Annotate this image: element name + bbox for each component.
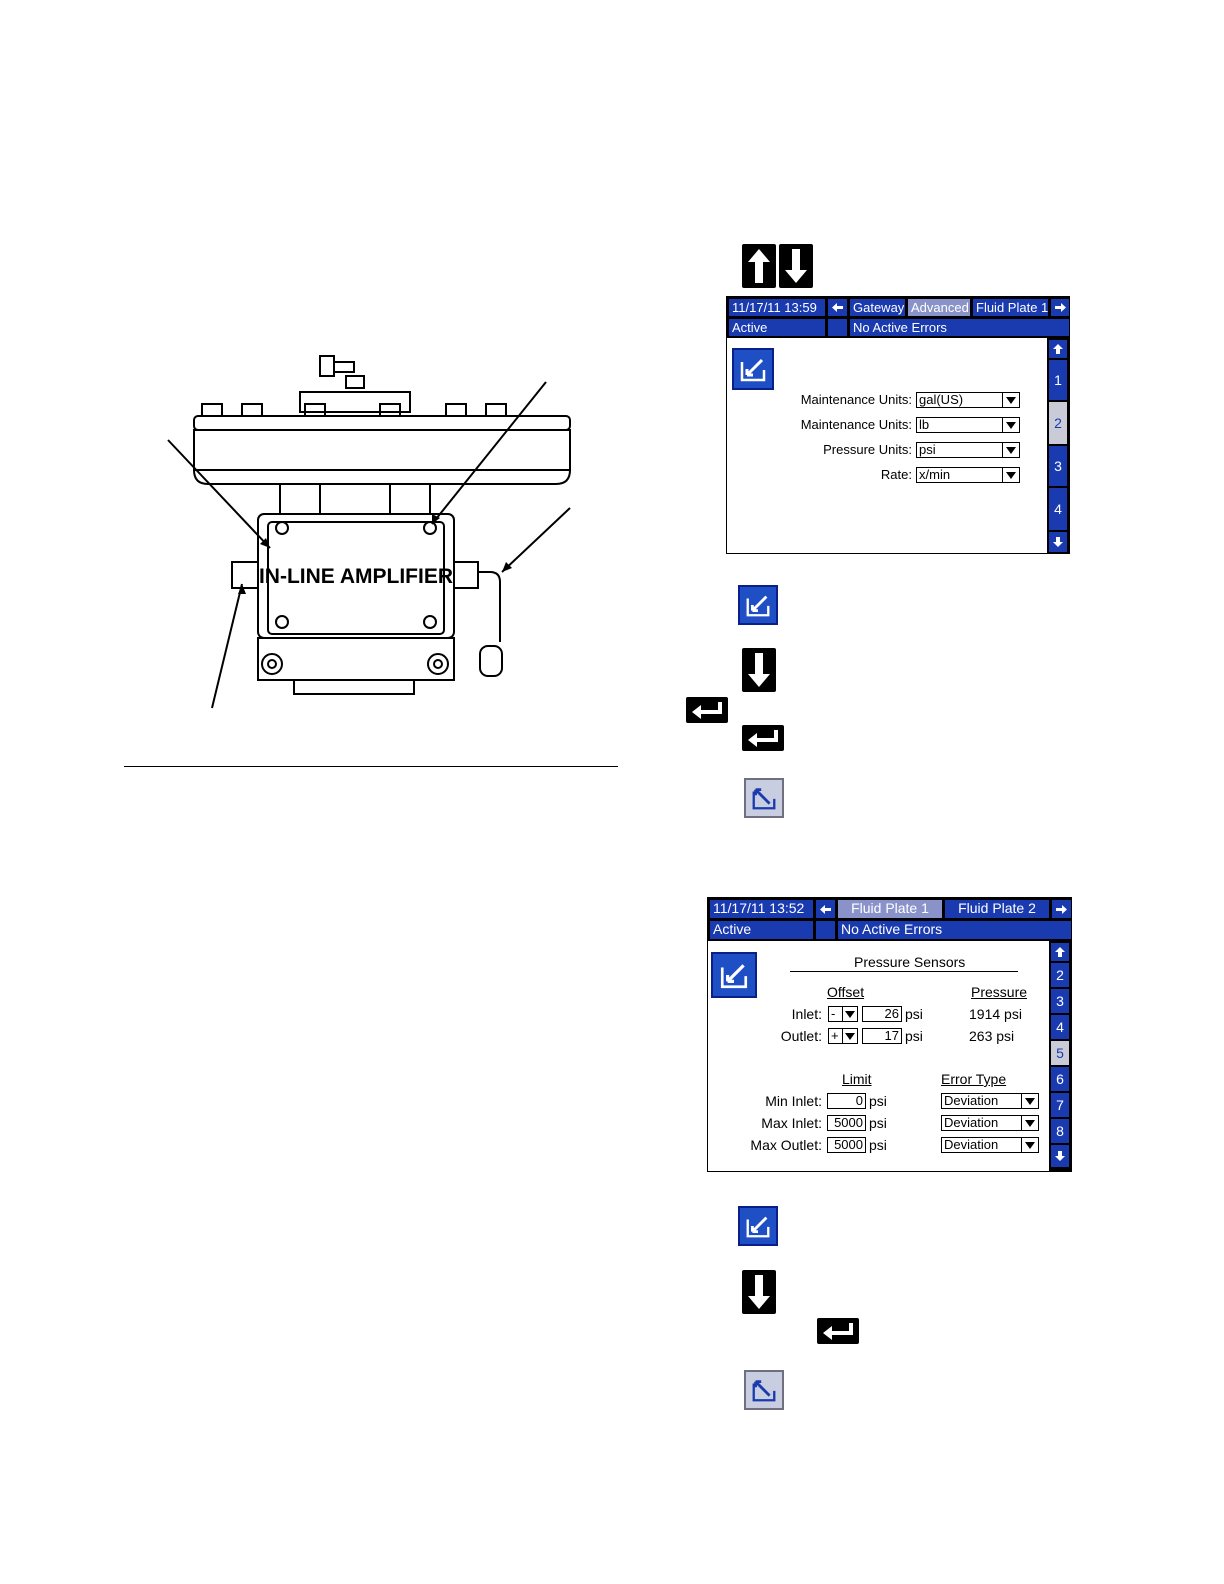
outlet-label: Outlet: xyxy=(780,1028,822,1044)
dropdown-value: Deviation xyxy=(944,1115,999,1130)
system-status: Active xyxy=(729,319,825,336)
outlet-offset-input[interactable]: 17 xyxy=(862,1028,902,1044)
max-inlet-error-type-dropdown[interactable] xyxy=(941,1115,1039,1131)
maintenance-units-mass-dropdown[interactable] xyxy=(916,417,1020,433)
screen-header-bar xyxy=(708,898,1071,920)
up-arrow-key-icon[interactable] xyxy=(742,244,776,288)
dropdown-value: Deviation xyxy=(944,1093,999,1108)
offset-header: Offset xyxy=(827,984,865,1000)
chevron-down-icon xyxy=(1021,1094,1038,1108)
edit-softkey-icon[interactable] xyxy=(738,1206,778,1246)
rate-dropdown[interactable] xyxy=(916,467,1020,483)
dropdown-value: + xyxy=(831,1028,839,1043)
status-indicator xyxy=(828,319,847,336)
unit-label: psi xyxy=(905,1006,923,1022)
tab-fluid-plate-2[interactable]: Fluid Plate 2 xyxy=(945,900,1049,918)
min-inlet-label: Min Inlet: xyxy=(765,1093,822,1109)
down-arrow-key-icon[interactable] xyxy=(779,244,813,288)
adm-advanced-screen xyxy=(726,296,1070,554)
screen-status-bar xyxy=(727,318,1069,338)
tab-gateway[interactable]: Gateway xyxy=(850,299,905,316)
enter-key-icon[interactable] xyxy=(817,1318,859,1344)
section-divider xyxy=(124,766,618,767)
max-outlet-input[interactable]: 5000 xyxy=(827,1137,866,1153)
chevron-down-icon xyxy=(1002,418,1019,432)
max-outlet-error-type-dropdown[interactable] xyxy=(941,1137,1039,1153)
dropdown-value: Deviation xyxy=(944,1137,999,1152)
chevron-down-icon xyxy=(1021,1116,1038,1130)
field-label: Maintenance Units: xyxy=(800,417,912,432)
side-tab-7[interactable]: 7 xyxy=(1051,1093,1069,1117)
unit-label: psi xyxy=(869,1137,887,1153)
edit-screen-icon[interactable] xyxy=(732,348,774,390)
scroll-down-icon[interactable] xyxy=(1051,1145,1069,1167)
chevron-down-icon xyxy=(1002,468,1019,482)
chevron-down-icon xyxy=(1021,1138,1038,1152)
screen-header-bar xyxy=(727,297,1069,318)
tab-fluid-plate-1[interactable]: Fluid Plate 1 xyxy=(973,299,1048,316)
errors-status: No Active Errors xyxy=(838,921,1071,939)
dropdown-value: psi xyxy=(919,442,936,457)
min-inlet-input[interactable]: 0 xyxy=(827,1093,866,1109)
scroll-up-icon[interactable] xyxy=(1051,943,1069,961)
pressure-header: Pressure xyxy=(971,984,1028,1000)
outlet-pressure-value: 263 psi xyxy=(969,1028,1015,1044)
screen-status-bar xyxy=(708,920,1071,941)
errors-status: No Active Errors xyxy=(850,319,1069,336)
unit-label: psi xyxy=(869,1115,887,1131)
screen-left-arrow-icon[interactable] xyxy=(828,299,847,316)
down-arrow-key-icon[interactable] xyxy=(742,648,776,692)
screen-side-tabs xyxy=(1047,338,1069,553)
tab-advanced[interactable]: Advanced xyxy=(908,299,970,316)
edit-softkey-icon[interactable] xyxy=(738,585,778,625)
dropdown-value: lb xyxy=(919,417,930,432)
side-tab-3[interactable]: 3 xyxy=(1049,446,1067,486)
side-tab-4[interactable]: 4 xyxy=(1051,1015,1069,1039)
scroll-up-icon[interactable] xyxy=(1049,340,1067,358)
screen-side-tabs xyxy=(1049,941,1071,1171)
down-arrow-key-icon[interactable] xyxy=(742,1270,776,1314)
chevron-down-icon xyxy=(1002,393,1019,407)
chevron-down-icon xyxy=(842,1029,857,1043)
limit-header: Limit xyxy=(842,1071,872,1087)
side-tab-8[interactable]: 8 xyxy=(1051,1119,1069,1143)
datetime-display: 11/17/11 13:52 xyxy=(710,900,813,918)
side-tab-6[interactable]: 6 xyxy=(1051,1067,1069,1091)
edit-screen-icon[interactable] xyxy=(711,952,757,998)
screen-right-arrow-icon[interactable] xyxy=(1052,900,1071,918)
side-tab-4[interactable]: 4 xyxy=(1049,488,1067,530)
max-inlet-input[interactable]: 5000 xyxy=(827,1115,866,1131)
field-label: Pressure Units: xyxy=(823,442,912,457)
dropdown-value: x/min xyxy=(919,467,951,482)
tab-fluid-plate-1[interactable]: Fluid Plate 1 xyxy=(838,900,942,918)
scroll-down-icon[interactable] xyxy=(1049,532,1067,552)
datetime-display: 11/17/11 13:59 xyxy=(729,299,825,316)
inlet-pressure-value: 1914 psi xyxy=(969,1006,1022,1022)
side-tab-2[interactable]: 2 xyxy=(1051,963,1069,987)
dropdown-value: gal(US) xyxy=(919,392,964,407)
amplifier-label: IN-LINE AMPLIFIER xyxy=(258,565,454,588)
side-tab-5[interactable]: 5 xyxy=(1051,1041,1069,1065)
exit-softkey-icon[interactable] xyxy=(744,1370,784,1410)
enter-key-icon[interactable] xyxy=(742,725,784,751)
inlet-offset-input[interactable]: 26 xyxy=(862,1006,902,1022)
screen-right-arrow-icon[interactable] xyxy=(1051,299,1069,316)
inline-amplifier-drawing xyxy=(150,340,620,720)
min-inlet-error-type-dropdown[interactable] xyxy=(941,1093,1039,1109)
field-label: Rate: xyxy=(880,467,912,482)
unit-label: psi xyxy=(905,1028,923,1044)
exit-softkey-icon[interactable] xyxy=(744,778,784,818)
status-indicator xyxy=(816,921,835,939)
enter-key-icon[interactable] xyxy=(686,697,728,723)
field-label: Maintenance Units: xyxy=(800,392,912,407)
outlet-sign-dropdown[interactable] xyxy=(828,1028,858,1044)
max-inlet-label: Max Inlet: xyxy=(761,1115,822,1131)
dropdown-value: - xyxy=(831,1006,836,1021)
pressure-units-dropdown[interactable] xyxy=(916,442,1020,458)
section-title-underline xyxy=(790,971,1018,972)
maintenance-units-volume-dropdown[interactable] xyxy=(916,392,1020,408)
system-status: Active xyxy=(710,921,813,939)
inlet-label: Inlet: xyxy=(791,1006,822,1022)
unit-label: psi xyxy=(869,1093,887,1109)
chevron-down-icon xyxy=(842,1007,857,1021)
chevron-down-icon xyxy=(1002,443,1019,457)
section-title: Pressure Sensors xyxy=(854,954,966,970)
inlet-sign-dropdown[interactable] xyxy=(828,1006,858,1022)
screen-left-arrow-icon[interactable] xyxy=(816,900,835,918)
max-outlet-label: Max Outlet: xyxy=(750,1137,822,1153)
side-tab-3[interactable]: 3 xyxy=(1051,989,1069,1013)
side-tab-2[interactable]: 2 xyxy=(1049,402,1067,444)
error-type-header: Error Type xyxy=(941,1071,1007,1087)
adm-pressure-sensors-screen xyxy=(707,897,1072,1172)
side-tab-1[interactable]: 1 xyxy=(1049,360,1067,400)
